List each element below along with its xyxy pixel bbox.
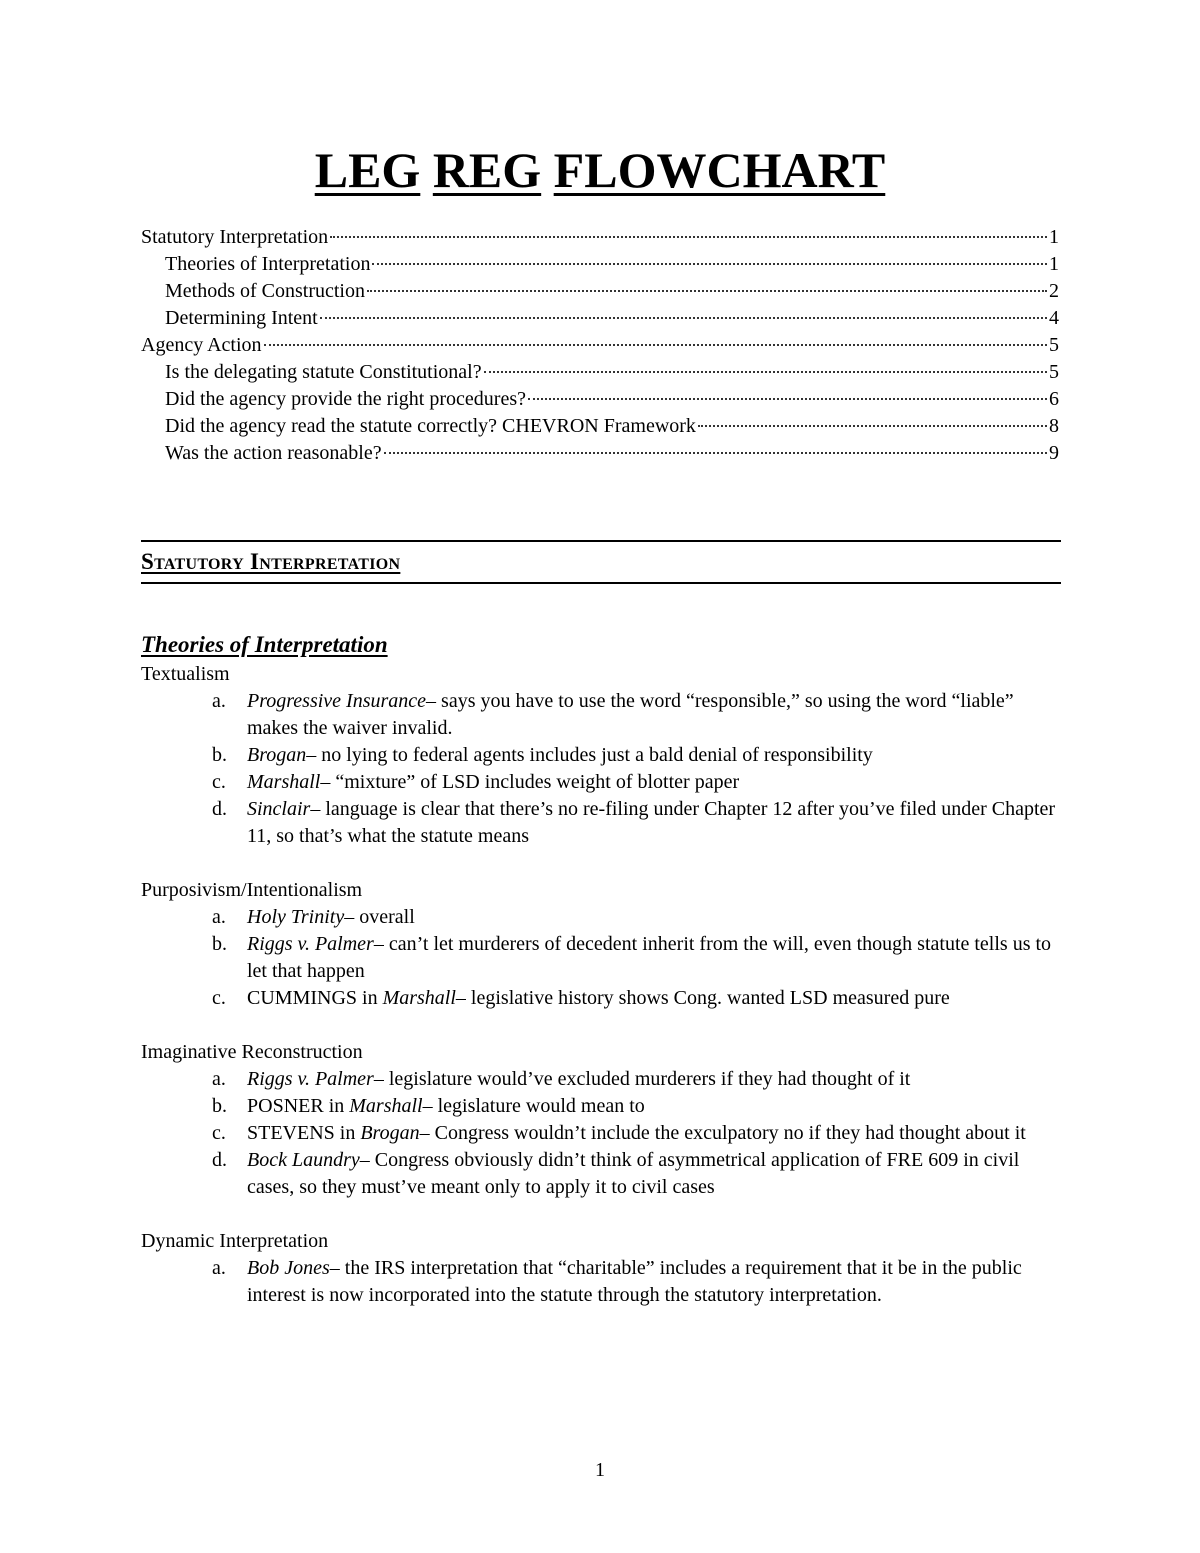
case-description: – says you have to use the word “responsible,” so using the word “liable” makes the waiver invalid.	[247, 690, 1014, 739]
toc-entry-page: 5	[1049, 361, 1059, 383]
list-item	[141, 1120, 1061, 1147]
case-name: Bob Jones	[247, 1257, 330, 1279]
group-title: Dynamic Interpretation	[141, 1230, 329, 1252]
case-description: – overall	[344, 906, 415, 928]
case-description: – legislature would mean to	[422, 1095, 645, 1117]
case-description: – language is clear that there’s no re-filing under Chapter 12 after you’ve filed under Chapter 11, so that’s what the statute means	[247, 798, 1056, 847]
case-name: Brogan	[360, 1122, 420, 1144]
toc-leader-dots	[367, 289, 1047, 292]
toc-leader-dots	[528, 397, 1047, 400]
toc-entry[interactable]	[141, 278, 1059, 305]
table-of-contents	[141, 224, 1059, 467]
case-description: – the IRS interpretation that “charitable” includes a requirement that it be in the public interest is now incorporated into the statute through the statutory interpretation.	[247, 1257, 1022, 1306]
toc-entry-page: 6	[1049, 388, 1059, 410]
toc-entry[interactable]	[141, 332, 1059, 359]
toc-entry-label: Was the action reasonable?	[165, 442, 382, 464]
case-description: – no lying to federal agents includes just a bald denial of responsibility	[306, 744, 873, 766]
list-item-text	[247, 1066, 1061, 1093]
list-item-text	[247, 742, 1061, 769]
list-marker: c.	[212, 1122, 226, 1144]
toc-entry-label: Theories of Interpretation	[165, 253, 371, 275]
case-description: – legislative history shows Cong. wanted LSD measured pure	[455, 987, 950, 1009]
toc-leader-dots	[330, 235, 1047, 238]
list-item-text	[247, 688, 1061, 742]
list-item	[141, 904, 1061, 931]
toc-entry-label: Methods of Construction	[165, 280, 365, 302]
list-item-text	[247, 904, 1061, 931]
case-description: – “mixture” of LSD includes weight of blotter paper	[320, 771, 740, 793]
list-marker: a.	[212, 1257, 226, 1279]
list-item	[141, 1093, 1061, 1120]
toc-entry[interactable]	[141, 251, 1059, 278]
section-heading	[141, 540, 1061, 584]
toc-entry-page: 5	[1049, 334, 1059, 356]
page-number: 1	[595, 1459, 605, 1481]
document-body	[141, 661, 1061, 1336]
list-item	[141, 985, 1061, 1012]
toc-entry[interactable]	[141, 224, 1059, 251]
list-marker: a.	[212, 1068, 226, 1090]
document-title	[0, 138, 1200, 202]
case-name: Marshall	[349, 1095, 423, 1117]
case-description: – Congress obviously didn’t think of asymmetrical application of FRE 609 in civil cases, so they must’ve meant only to apply it to civil cases	[247, 1149, 1020, 1198]
case-name: Bock Laundry	[247, 1149, 360, 1171]
toc-entry[interactable]	[141, 359, 1059, 386]
toc-entry-page: 8	[1049, 415, 1059, 437]
case-name: Sinclair	[247, 798, 311, 820]
title-word: FLOWCHART	[553, 142, 886, 198]
toc-entry-page: 1	[1049, 226, 1059, 248]
toc-entry-label: Did the agency provide the right procedures?	[165, 388, 526, 410]
list-marker: b.	[212, 933, 227, 955]
list-item-text	[247, 1120, 1061, 1147]
interpretation-group	[141, 877, 1061, 1012]
list-item-text	[247, 931, 1061, 985]
interpretation-group	[141, 1228, 1061, 1309]
toc-leader-dots	[320, 316, 1047, 319]
toc-leader-dots	[484, 370, 1047, 373]
toc-entry-page: 9	[1049, 442, 1059, 464]
list-item	[141, 796, 1061, 850]
list-marker: b.	[212, 744, 227, 766]
list-item-text	[247, 985, 1061, 1012]
toc-leader-dots	[384, 451, 1047, 454]
case-name: Holy Trinity	[247, 906, 345, 928]
subheading: Theories of Interpretation	[141, 632, 388, 657]
interpretation-group	[141, 661, 1061, 850]
toc-leader-dots	[264, 343, 1047, 346]
group-title: Textualism	[141, 663, 230, 685]
list-marker: c.	[212, 987, 226, 1009]
toc-entry-page: 2	[1049, 280, 1059, 302]
list-item	[141, 1066, 1061, 1093]
case-name: Riggs v. Palmer	[247, 933, 374, 955]
toc-entry-page: 4	[1049, 307, 1059, 329]
list-marker: d.	[212, 1149, 227, 1171]
title-word: REG	[432, 142, 542, 198]
group-title: Purposivism/Intentionalism	[141, 879, 363, 901]
toc-leader-dots	[372, 262, 1047, 265]
case-name: Marshall	[382, 987, 456, 1009]
toc-entry[interactable]	[141, 440, 1059, 467]
list-item	[141, 931, 1061, 985]
group-title: Imaginative Reconstruction	[141, 1041, 363, 1063]
list-marker: d.	[212, 798, 227, 820]
toc-entry-label: Is the delegating statute Constitutional?	[165, 361, 482, 383]
case-description: – legislature would’ve excluded murderers if they had thought of it	[373, 1068, 911, 1090]
list-item	[141, 688, 1061, 742]
list-marker: a.	[212, 690, 226, 712]
list-item	[141, 1147, 1061, 1201]
case-description: – Congress wouldn’t include the exculpatory no if they had thought about it	[419, 1122, 1026, 1144]
list-item	[141, 742, 1061, 769]
list-marker: b.	[212, 1095, 227, 1117]
list-item	[141, 769, 1061, 796]
toc-entry[interactable]	[141, 305, 1059, 332]
case-name: Progressive Insurance	[247, 690, 427, 712]
interpretation-group	[141, 1039, 1061, 1201]
list-marker: a.	[212, 906, 226, 928]
justice-attribution: CUMMINGS in	[247, 987, 383, 1009]
toc-entry[interactable]	[141, 386, 1059, 413]
list-item-text	[247, 1255, 1061, 1309]
toc-entry-page: 1	[1049, 253, 1059, 275]
justice-attribution: STEVENS in	[247, 1122, 361, 1144]
toc-entry[interactable]	[141, 413, 1059, 440]
list-item-text	[247, 796, 1061, 850]
case-name: Riggs v. Palmer	[247, 1068, 374, 1090]
toc-entry-label: Did the agency read the statute correctly? CHEVRON Framework	[165, 415, 696, 437]
justice-attribution: POSNER in	[247, 1095, 350, 1117]
case-description: – can’t let murderers of decedent inherit from the will, even though statute tells us to let that happen	[247, 933, 1052, 982]
list-item-text	[247, 769, 1061, 796]
case-name: Brogan	[247, 744, 307, 766]
list-marker: c.	[212, 771, 226, 793]
toc-entry-label: Statutory Interpretation	[141, 226, 329, 248]
toc-entry-label: Agency Action	[141, 334, 262, 356]
toc-entry-label: Determining Intent	[165, 307, 318, 329]
case-name: Marshall	[247, 771, 321, 793]
list-item-text	[247, 1147, 1061, 1201]
toc-leader-dots	[698, 424, 1047, 427]
list-item	[141, 1255, 1061, 1309]
section-heading-text: Statutory Interpretation	[141, 549, 401, 574]
title-word: LEG	[314, 142, 421, 198]
list-item-text	[247, 1093, 1061, 1120]
